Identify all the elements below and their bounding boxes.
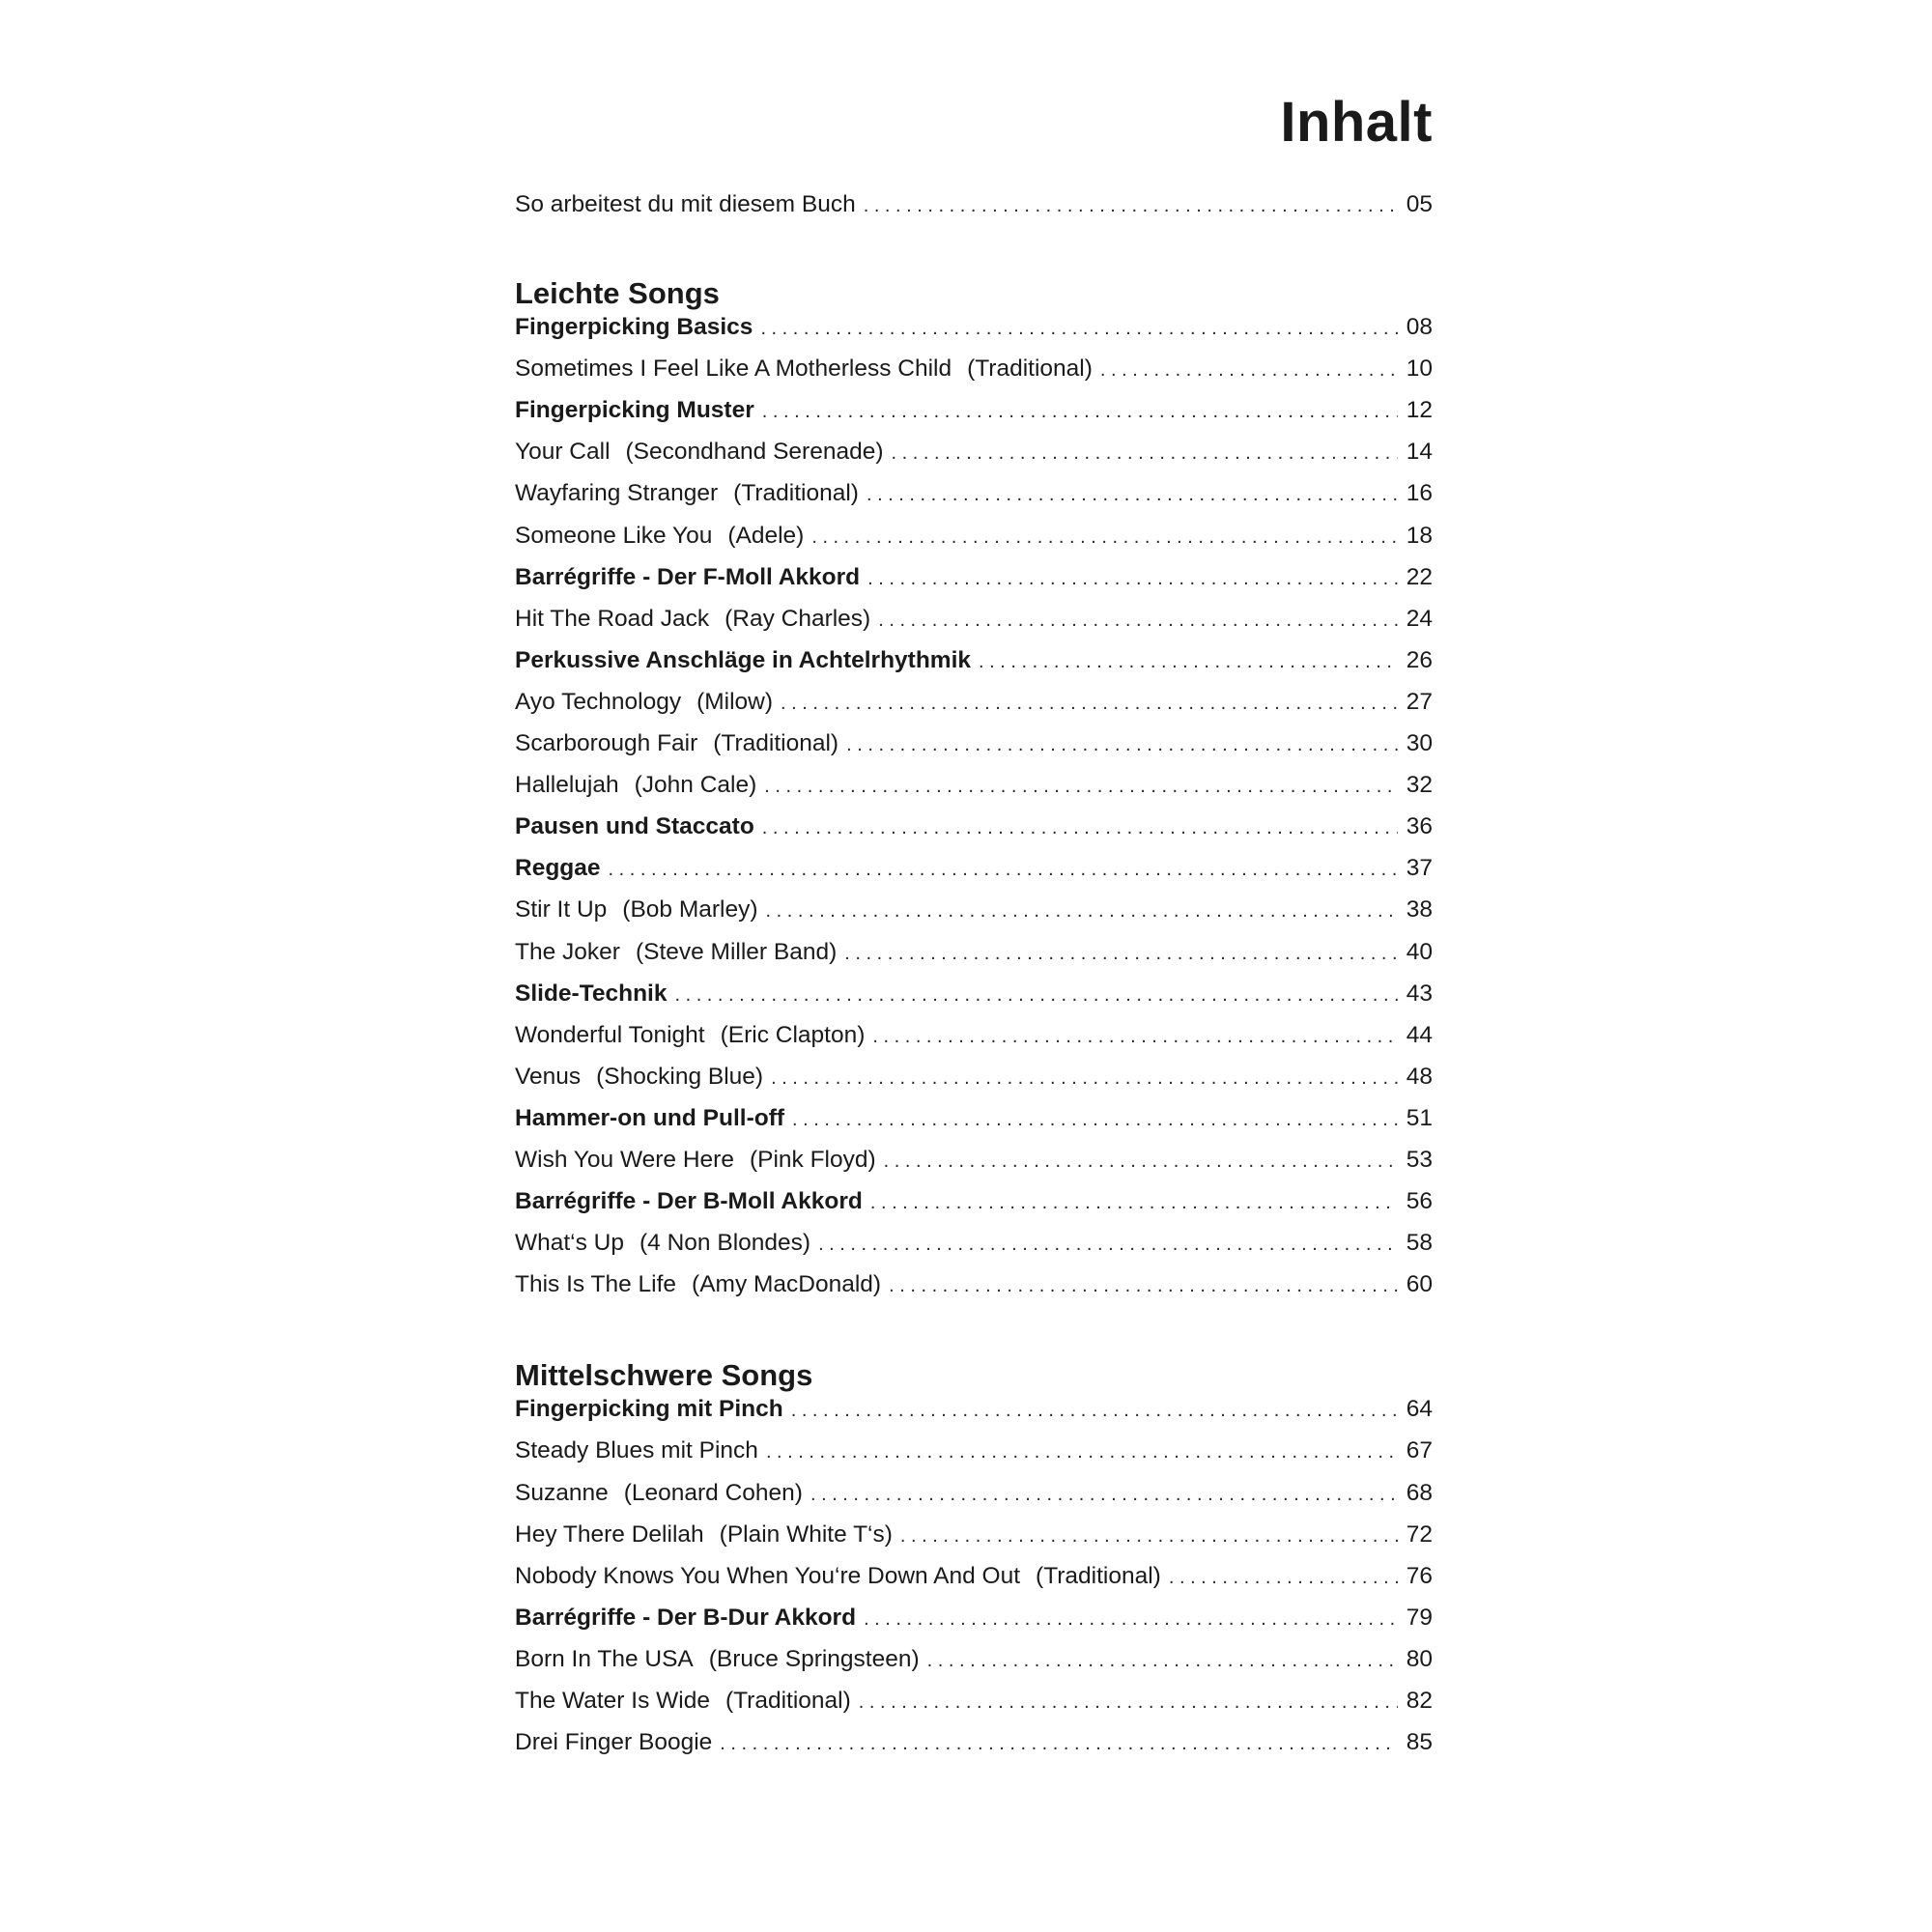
toc-leader-dots: [884, 1151, 1398, 1173]
toc-entry-label: Stir It Up: [515, 896, 608, 923]
toc-entry-artist: (Eric Clapton): [720, 1021, 866, 1048]
toc-entry-artist: (Plain White T‘s): [719, 1520, 893, 1548]
toc-entry-page: 08: [1406, 314, 1433, 341]
toc-entry-page: 48: [1406, 1063, 1433, 1090]
toc-entry-page: 79: [1406, 1604, 1433, 1631]
toc-leader-dots: [818, 1234, 1398, 1256]
toc-entry-label: Barrégriffe - Der F-Moll Akkord: [515, 563, 861, 590]
toc-entry[interactable]: [515, 813, 1433, 855]
toc-leader-dots: [1169, 1567, 1398, 1589]
toc-entry-page: 51: [1406, 1104, 1433, 1131]
toc-entry-page: 58: [1406, 1230, 1433, 1257]
toc-entry-artist: (Bruce Springsteen): [708, 1645, 920, 1672]
toc-section: [515, 1354, 1433, 1771]
toc-leader-dots: [609, 859, 1398, 881]
toc-entry-artist: (Traditional): [967, 355, 1093, 383]
toc-entry[interactable]: [515, 1271, 1433, 1313]
toc-entry[interactable]: [515, 980, 1433, 1022]
toc-leader-dots: [674, 984, 1398, 1007]
toc-entry-label: Wayfaring Stranger: [515, 480, 719, 507]
page-title: Inhalt: [1280, 91, 1433, 154]
toc-entry-page: 26: [1406, 646, 1433, 673]
section-heading: Leichte Songs: [515, 276, 720, 311]
toc-entry-page: 56: [1406, 1188, 1433, 1215]
toc-leader-dots: [864, 195, 1398, 217]
toc-entry-page: 10: [1406, 355, 1433, 383]
toc-entry-page: 05: [1406, 191, 1433, 217]
toc-entry-page: 68: [1406, 1479, 1433, 1506]
toc-entry[interactable]: [515, 523, 1433, 564]
toc-leader-dots: [760, 318, 1398, 340]
toc-leader-dots: [764, 776, 1398, 798]
toc-entry-label: Hit The Road Jack: [515, 605, 710, 632]
toc-entry[interactable]: [515, 1480, 1433, 1521]
toc-entry-label: The Water Is Wide: [515, 1688, 710, 1714]
toc-entry-intro[interactable]: [515, 191, 1433, 233]
toc-entry-artist: (Secondhand Serenade): [625, 439, 884, 466]
toc-entry-label: Sometimes I Feel Like A Motherless Child: [515, 355, 952, 383]
toc-entry[interactable]: [515, 397, 1433, 439]
toc-leader-dots: [771, 1067, 1398, 1090]
toc-entry[interactable]: [515, 564, 1433, 606]
toc-leader-dots: [791, 1400, 1398, 1422]
toc-entry-label: Drei Finger Boogie: [515, 1729, 713, 1756]
toc-sections: [515, 272, 1433, 1771]
toc-entry[interactable]: [515, 355, 1433, 397]
toc-entry-page: 72: [1406, 1520, 1433, 1548]
toc-entry[interactable]: [515, 855, 1433, 896]
toc-entry-artist: (Traditional): [1036, 1562, 1161, 1589]
toc-entry-artist: (Milow): [696, 688, 774, 715]
toc-entry[interactable]: [515, 1437, 1433, 1479]
toc-entry-artist: (Amy MacDonald): [692, 1271, 882, 1298]
toc-entry-page: 80: [1406, 1645, 1433, 1672]
toc-entry-artist: (Pink Floyd): [749, 1146, 876, 1173]
spacer: [515, 233, 1433, 272]
toc-leader-dots: [1100, 359, 1398, 382]
toc-entry[interactable]: [515, 1605, 1433, 1646]
toc-entry-artist: (Traditional): [733, 480, 859, 507]
toc-entry-page: 24: [1406, 605, 1433, 632]
toc-leader-dots: [846, 734, 1398, 756]
toc-entry-page: 60: [1406, 1271, 1433, 1298]
toc-entry-label: Slide-Technik: [515, 980, 668, 1007]
toc-entry-label: Ayo Technology: [515, 688, 682, 715]
toc-entry[interactable]: [515, 1022, 1433, 1064]
toc-entry-label: Wonderful Tonight: [515, 1021, 705, 1048]
toc-entry-page: 40: [1406, 938, 1433, 965]
toc-entry[interactable]: [515, 1064, 1433, 1105]
toc-entry-page: 18: [1406, 522, 1433, 549]
toc-leader-dots: [766, 900, 1398, 923]
toc-entry[interactable]: [515, 1147, 1433, 1188]
section-heading: Mittelschwere Songs: [515, 1358, 813, 1393]
toc-entry[interactable]: [515, 1688, 1433, 1729]
toc-entry[interactable]: [515, 896, 1433, 938]
toc-entry[interactable]: [515, 439, 1433, 480]
toc-entry-label: Nobody Knows You When You‘re Down And Out: [515, 1562, 1021, 1589]
toc-entry[interactable]: [515, 1646, 1433, 1688]
toc-entry-page: 27: [1406, 688, 1433, 715]
toc-entry-label: Perkussive Anschläge in Achtelrhythmik: [515, 646, 972, 673]
toc-entry-artist: (Bob Marley): [622, 896, 758, 923]
toc-entry[interactable]: [515, 1188, 1433, 1230]
toc-entry-label: What‘s Up: [515, 1230, 625, 1257]
toc-entry[interactable]: [515, 1105, 1433, 1147]
toc-leader-dots: [867, 484, 1398, 506]
toc-entry-label: Pausen und Staccato: [515, 813, 754, 840]
toc-entry-label: Hey There Delilah: [515, 1520, 704, 1548]
toc-entry-page: 12: [1406, 397, 1433, 424]
toc-entry-artist: (4 Non Blondes): [639, 1230, 811, 1257]
toc-entry[interactable]: [515, 1521, 1433, 1563]
toc-leader-dots: [927, 1650, 1398, 1672]
table-of-contents: [515, 191, 1433, 1771]
toc-entry-artist: (Ray Charles): [724, 605, 871, 632]
toc-entry-label: Wish You Were Here: [515, 1146, 734, 1173]
toc-entry[interactable]: [515, 730, 1433, 772]
spacer: [515, 1313, 1433, 1354]
toc-entry-label: Steady Blues mit Pinch: [515, 1437, 758, 1464]
toc-entry-label: Hammer-on und Pull-off: [515, 1104, 785, 1131]
toc-entry-label: Fingerpicking Basics: [515, 314, 753, 341]
toc-entry-artist: (Steve Miller Band): [635, 938, 838, 965]
toc-entry-label: This Is The Life: [515, 1271, 677, 1298]
toc-leader-dots: [867, 568, 1398, 590]
toc-entry-label: So arbeitest du mit diesem Buch: [515, 191, 856, 217]
toc-entry[interactable]: [515, 1563, 1433, 1605]
toc-leader-dots: [844, 943, 1398, 965]
toc-entry[interactable]: [515, 647, 1433, 689]
toc-entry-page: 32: [1406, 772, 1433, 799]
toc-leader-dots: [979, 651, 1398, 673]
toc-entry-label: The Joker: [515, 938, 620, 965]
toc-entry-artist: (Traditional): [724, 1688, 851, 1714]
toc-entry-label: Venus: [515, 1063, 582, 1090]
toc-entry-artist: (Adele): [727, 522, 805, 549]
toc-entry[interactable]: [515, 1230, 1433, 1271]
toc-section: [515, 272, 1433, 1313]
toc-leader-dots: [878, 610, 1398, 632]
toc-entry-page: 43: [1406, 980, 1433, 1007]
toc-entry-artist: (John Cale): [634, 772, 757, 799]
toc-entry-page: 64: [1406, 1396, 1433, 1423]
toc-entry[interactable]: [515, 1396, 1433, 1437]
toc-entry-artist: (Traditional): [713, 730, 839, 757]
toc-entry-label: Barrégriffe - Der B-Moll Akkord: [515, 1188, 863, 1215]
toc-entry-label: Fingerpicking mit Pinch: [515, 1396, 783, 1423]
toc-leader-dots: [766, 1441, 1398, 1463]
toc-entry-label: Suzanne: [515, 1479, 609, 1506]
toc-leader-dots: [892, 442, 1399, 465]
toc-entry-page: 36: [1406, 813, 1433, 840]
toc-leader-dots: [720, 1733, 1398, 1755]
toc-leader-dots: [810, 1484, 1398, 1506]
toc-entry-page: 53: [1406, 1146, 1433, 1173]
toc-entry-label: Hallelujah: [515, 772, 619, 799]
toc-entry[interactable]: [515, 939, 1433, 980]
toc-entry-label: Born In The USA: [515, 1645, 694, 1672]
toc-entry-label: Your Call: [515, 439, 611, 466]
toc-entry-page: 85: [1406, 1729, 1433, 1756]
toc-entry[interactable]: [515, 480, 1433, 522]
toc-leader-dots: [811, 526, 1398, 549]
toc-entry-label: Fingerpicking Muster: [515, 397, 754, 424]
toc-entry-page: 67: [1406, 1437, 1433, 1464]
toc-entry-label: Reggae: [515, 855, 601, 882]
toc-entry-page: 38: [1406, 896, 1433, 923]
toc-leader-dots: [762, 817, 1398, 839]
toc-entry-page: 22: [1406, 563, 1433, 590]
toc-leader-dots: [870, 1192, 1398, 1214]
toc-entry-artist: (Leonard Cohen): [623, 1479, 803, 1506]
toc-entry-label: Scarborough Fair: [515, 730, 698, 757]
toc-entry-artist: (Shocking Blue): [596, 1063, 764, 1090]
toc-entry-page: 30: [1406, 730, 1433, 757]
toc-entry[interactable]: [515, 606, 1433, 647]
toc-leader-dots: [872, 1026, 1398, 1048]
toc-leader-dots: [900, 1525, 1398, 1548]
toc-entry-page: 76: [1406, 1562, 1433, 1589]
toc-leader-dots: [889, 1275, 1398, 1297]
toc-entry-page: 44: [1406, 1021, 1433, 1048]
toc-leader-dots: [864, 1608, 1398, 1631]
toc-leader-dots: [792, 1109, 1398, 1131]
toc-entry[interactable]: [515, 689, 1433, 730]
toc-entry[interactable]: [515, 772, 1433, 813]
toc-entry-page: 37: [1406, 855, 1433, 882]
toc-leader-dots: [762, 401, 1398, 423]
toc-leader-dots: [859, 1691, 1398, 1714]
toc-entry-label: Someone Like You: [515, 522, 713, 549]
toc-entry-label: Barrégriffe - Der B-Dur Akkord: [515, 1604, 857, 1631]
toc-entry-page: 14: [1406, 439, 1433, 466]
toc-entry-page: 82: [1406, 1688, 1433, 1714]
toc-entry[interactable]: [515, 1729, 1433, 1771]
toc-entry-page: 16: [1406, 480, 1433, 507]
toc-entry[interactable]: [515, 314, 1433, 355]
toc-leader-dots: [781, 693, 1398, 715]
